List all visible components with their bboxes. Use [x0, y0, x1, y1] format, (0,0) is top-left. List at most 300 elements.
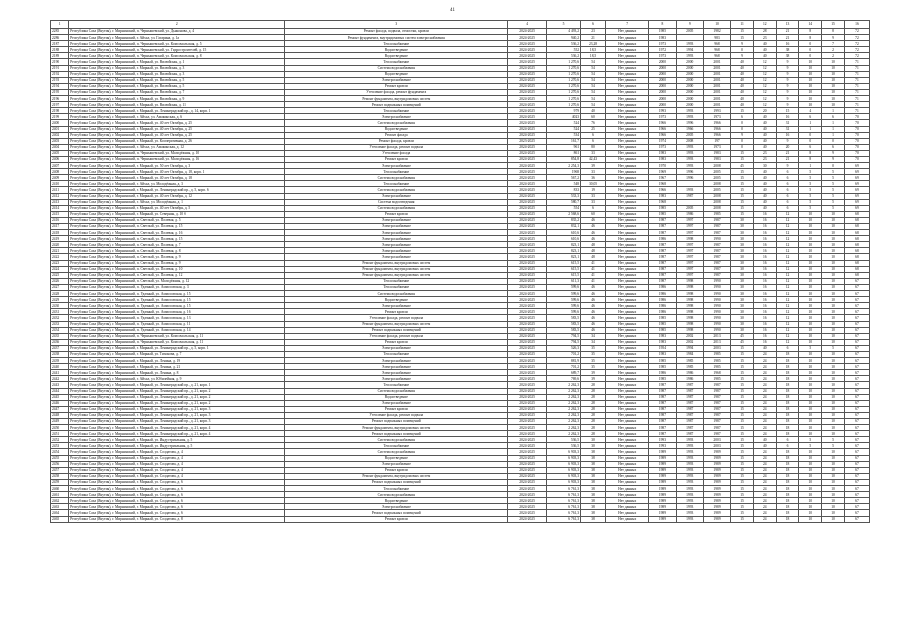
table-cell: Нет данных	[606, 144, 649, 150]
table-cell: 6 761,3	[546, 510, 580, 516]
table-cell: 12	[753, 71, 776, 77]
table-cell: 1987	[649, 230, 676, 236]
table-cell: 28	[581, 406, 606, 412]
table-cell: 67	[844, 510, 869, 516]
table-cell: Ремонт подвальных помещений	[285, 327, 508, 333]
table-cell: 2000	[676, 71, 703, 77]
table-cell: Водоотведение	[285, 47, 508, 53]
table-cell: 12	[776, 254, 799, 260]
table-cell: 38	[581, 449, 606, 455]
table-cell: 1985	[649, 321, 676, 327]
table-cell: Электроснабжение	[285, 193, 508, 199]
table-cell: 9	[776, 71, 799, 77]
table-cell: 2024-2025	[508, 35, 547, 41]
table-cell: 1993	[676, 516, 703, 522]
table-cell: 72	[844, 41, 869, 47]
table-cell: Нет данных	[606, 65, 649, 71]
table-cell: 10	[822, 339, 845, 345]
table-cell: 2024-2025	[508, 89, 547, 95]
table-cell: 6	[822, 144, 845, 150]
table-cell: 833	[546, 187, 580, 193]
table-cell: Нет данных	[606, 260, 649, 266]
table-cell: 16	[753, 321, 776, 327]
table-cell: 33	[581, 169, 606, 175]
table-cell: 40	[753, 437, 776, 443]
table-cell: 68	[844, 260, 869, 266]
table-cell: 67	[844, 358, 869, 364]
table-cell: 968	[703, 41, 730, 47]
table-cell: Ремонт кровли	[285, 406, 508, 412]
table-cell: 5	[822, 187, 845, 193]
table-cell: 40	[753, 132, 776, 138]
table-cell: 1	[822, 126, 845, 132]
table-cell: 18	[776, 461, 799, 467]
table-cell: 24	[753, 431, 776, 437]
table-cell: 12	[776, 272, 799, 278]
table-cell: 2 568,6	[546, 211, 580, 217]
table-cell: 24	[753, 351, 776, 357]
table-cell: Республика Саха (Якутия), г. Мирнинский, г. Мирный, ул. Ленинградский пр., д. 21, корп. 3	[69, 412, 285, 418]
table-cell: Нет данных	[606, 455, 649, 461]
table-cell: 16	[776, 132, 799, 138]
table-cell: 2428	[51, 291, 69, 297]
table-cell: 71	[844, 102, 869, 108]
table-cell: 12	[776, 309, 799, 315]
table-cell: 10	[822, 297, 845, 303]
table-cell: 2005	[676, 132, 703, 138]
table-cell: 6 761,3	[546, 498, 580, 504]
table-cell: 1998	[676, 284, 703, 290]
table-cell: 1990	[703, 284, 730, 290]
table-cell: 6	[822, 114, 845, 120]
table-cell: 46	[581, 284, 606, 290]
table-cell: 2420	[51, 242, 69, 248]
table-cell: 67	[844, 309, 869, 315]
table-cell: 80	[581, 144, 606, 150]
table-cell: 15	[731, 156, 754, 162]
table-cell: Электроснабжение	[285, 163, 508, 169]
table-cell: 10	[799, 59, 822, 65]
table-cell: 2432	[51, 315, 69, 321]
table-cell: 8	[799, 156, 822, 162]
table-cell: Ремонт подвальных помещений	[285, 510, 508, 516]
table-cell: 30	[731, 309, 754, 315]
table-cell: 1983	[649, 150, 676, 156]
table-cell: Нет данных	[606, 114, 649, 120]
table-cell: 2024-2025	[508, 77, 547, 83]
table-cell: 15	[731, 437, 754, 443]
table-cell: 35	[581, 345, 606, 351]
table-cell: 7	[822, 41, 845, 47]
column-header: 11	[731, 21, 754, 29]
table-cell: 4 493,2	[546, 29, 580, 35]
table-cell: 30	[731, 291, 754, 297]
table-cell: 16	[753, 315, 776, 321]
table-cell: Система водоснабжения	[285, 449, 508, 455]
table-cell: 45	[731, 339, 754, 345]
table-cell: 31	[776, 126, 799, 132]
table-cell: 24	[753, 492, 776, 498]
table-cell: 6	[776, 193, 799, 199]
table-cell: 979	[546, 108, 580, 114]
table-cell: 34	[581, 333, 606, 339]
table-cell: 24	[753, 382, 776, 388]
table-cell: 2024-2025	[508, 144, 547, 150]
table-cell: 5	[822, 205, 845, 211]
table-cell: 0	[731, 120, 754, 126]
table-cell: Нет данных	[606, 272, 649, 278]
table-cell: 1987	[676, 431, 703, 437]
table-cell: 2434	[51, 327, 69, 333]
table-cell: 2423	[51, 260, 69, 266]
table-cell: 1985	[703, 358, 730, 364]
table-cell: 67	[844, 284, 869, 290]
table-cell: 15	[731, 29, 754, 35]
table-cell: 18	[776, 431, 799, 437]
table-cell: 67	[844, 492, 869, 498]
table-cell: Республика Саха (Якутия), г. Мирнинский, п. Чернышевский, ул. Гидростроителей, д. 15	[69, 47, 285, 53]
table-cell: 24	[753, 455, 776, 461]
table-cell: Нет данных	[606, 29, 649, 35]
table-cell: 1987	[649, 248, 676, 254]
table-cell: 30	[731, 248, 754, 254]
table-cell: 6	[776, 175, 799, 181]
table-cell: 15	[731, 449, 754, 455]
table-cell: Республика Саха (Якутия), г. Мирнинский, г. Мирный, ул. 40 лет Октября, д. 25	[69, 132, 285, 138]
table-cell: 1993	[676, 461, 703, 467]
table-cell: 2427	[51, 284, 69, 290]
table-cell: 1997	[676, 242, 703, 248]
table-cell: 2024-2025	[508, 278, 547, 284]
table-cell: 1987	[676, 425, 703, 431]
table-cell: 2416	[51, 217, 69, 223]
table-cell: 1997	[676, 248, 703, 254]
table-cell: 2000	[676, 59, 703, 65]
table-cell: 2	[822, 47, 845, 53]
table-cell: Республика Саха (Якутия), г. Мирнинский, п. Чернышевский, ул. Дьяконова, д. 4	[69, 29, 285, 35]
table-cell: 10	[822, 272, 845, 278]
table-cell: 2024-2025	[508, 217, 547, 223]
table-cell: Республика Саха (Якутия), г. Мирнинский, г. Мирный, ул. Ленина, д. 19	[69, 358, 285, 364]
table-cell: 5	[799, 443, 822, 449]
table-cell: 2196	[51, 96, 69, 102]
table-cell: 1996	[676, 120, 703, 126]
table-cell: 54	[581, 65, 606, 71]
table-cell: Нет данных	[606, 419, 649, 425]
table-cell: 16	[753, 333, 776, 339]
table-cell: 40	[753, 47, 776, 53]
table-cell: 961	[546, 144, 580, 150]
table-cell: 23	[753, 150, 776, 156]
table-cell: 2414	[51, 205, 69, 211]
table-cell: 10	[822, 449, 845, 455]
table-cell: 1989	[649, 498, 676, 504]
table-cell: 536,5	[546, 443, 580, 449]
table-cell: 5	[799, 345, 822, 351]
table-cell: 2450	[51, 425, 69, 431]
table-cell: Нет данных	[606, 120, 649, 126]
table-cell: Республика Саха (Якутия), г. Мирнинский, п. Светлый, ул. Полевая, д. 5	[69, 217, 285, 223]
table-cell: Ремонт фундамента, внутридомовых систем	[285, 272, 508, 278]
table-cell: 30	[731, 266, 754, 272]
table-cell: 23	[581, 29, 606, 35]
table-cell: 2000	[649, 59, 676, 65]
table-cell: Республика Саха (Якутия), г. Мирнинский, п. Светлый, ул. Полевая, д. 10	[69, 266, 285, 272]
table-cell: Нет данных	[606, 83, 649, 89]
table-cell: 15	[731, 35, 754, 41]
table-cell: 24	[753, 406, 776, 412]
table-cell: 534	[546, 132, 580, 138]
table-cell: Нет данных	[606, 175, 649, 181]
table-cell: Ремонт кровли	[285, 156, 508, 162]
table-cell: 2003	[703, 443, 730, 449]
table-cell: 68	[844, 236, 869, 242]
table-cell: 67	[844, 461, 869, 467]
table-cell: 67	[844, 339, 869, 345]
table-cell: 1969	[649, 169, 676, 175]
table-cell: 24	[753, 473, 776, 479]
table-cell: 2024-2025	[508, 96, 547, 102]
table-cell: 2024-2025	[508, 254, 547, 260]
table-cell: 24	[753, 419, 776, 425]
table-cell: 40	[731, 96, 754, 102]
table-cell: 1983	[649, 339, 676, 345]
table-cell: 794,5	[546, 339, 580, 345]
table-cell: 1	[822, 120, 845, 126]
table-cell: 12	[776, 278, 799, 284]
table-cell: Нет данных	[606, 224, 649, 230]
table-cell: 1987	[676, 382, 703, 388]
table-cell: 10	[822, 406, 845, 412]
table-cell: 2404	[51, 144, 69, 150]
table-cell: 2008	[676, 138, 703, 144]
table-cell: 1993	[703, 108, 730, 114]
table-cell: 6 903,3	[546, 461, 580, 467]
table-cell: 1989	[703, 473, 730, 479]
table-cell: 10	[799, 211, 822, 217]
table-cell: 30	[731, 260, 754, 266]
table-cell: 2409	[51, 175, 69, 181]
table-cell: 1987	[703, 382, 730, 388]
table-cell: 1987	[703, 406, 730, 412]
table-cell: 10	[799, 479, 822, 485]
table-cell: 6	[731, 114, 754, 120]
table-cell: 2024-2025	[508, 449, 547, 455]
table-cell: 2001	[703, 102, 730, 108]
table-cell: 2001	[703, 77, 730, 83]
table-cell: Республика Саха (Якутия), г. Мирнинский, г. Мирный, ул. Вилюйская, д. 5	[69, 77, 285, 83]
table-cell: Республика Саха (Якутия), г. Мирнинский, г. Айхал, ул. Гагарина, д. 1а	[69, 35, 285, 41]
table-cell: 1987	[649, 217, 676, 223]
table-cell: 15	[731, 461, 754, 467]
table-cell: 1989	[703, 486, 730, 492]
table-cell: 1990	[703, 236, 730, 242]
table-cell: 15	[731, 108, 754, 114]
table-cell: 2462	[51, 498, 69, 504]
table-cell: Нет данных	[606, 89, 649, 95]
table-cell: Ремонт фасада, подвала, отмостки, кровли	[285, 29, 508, 35]
table-cell: 1985	[703, 376, 730, 382]
table-cell: 2444	[51, 388, 69, 394]
table-cell: 15	[731, 443, 754, 449]
table-cell: 1973	[703, 144, 730, 150]
table-cell: 6 761,3	[546, 516, 580, 522]
table-cell: 10	[822, 242, 845, 248]
table-cell: 10	[822, 224, 845, 230]
table-cell: 67	[844, 376, 869, 382]
table-cell: 2024-2025	[508, 486, 547, 492]
table-cell: 67	[844, 437, 869, 443]
table-cell: 5	[799, 175, 822, 181]
table-cell: Нет данных	[606, 291, 649, 297]
table-cell: 40	[753, 169, 776, 175]
table-cell: Республика Саха (Якутия), г. Мирнинский, г. Мирный, ул. Солдатова, д. 4	[69, 461, 285, 467]
table-cell: Республика Саха (Якутия), г. Мирнинский, п. Светлый, ул. Полевая, д. 8	[69, 248, 285, 254]
table-cell: 1987	[703, 224, 730, 230]
table-cell: 1973	[703, 114, 730, 120]
table-cell: Утепление фасада, ремонт подвала	[285, 315, 508, 321]
table-cell: 36	[581, 175, 606, 181]
table-cell: 2286	[51, 35, 69, 41]
table-cell: 1985	[649, 211, 676, 217]
table-row	[51, 516, 870, 522]
table-cell: 16	[753, 303, 776, 309]
table-cell: 15	[731, 467, 754, 473]
table-cell: 1993	[676, 163, 703, 169]
table-cell: Нет данных	[606, 394, 649, 400]
table-cell: Электроснабжение	[285, 376, 508, 382]
table-cell: 24	[753, 425, 776, 431]
table-cell: 40	[753, 175, 776, 181]
table-cell: 599,6	[546, 284, 580, 290]
table-cell: 24	[753, 516, 776, 522]
table-cell: Нет данных	[606, 486, 649, 492]
table-cell: Республика Саха (Якутия), г. Мирнинский, г. Мирный, ул. 40 лет Октября, д. 5	[69, 205, 285, 211]
table-cell: 1993	[676, 156, 703, 162]
table-cell: Водоотведение	[285, 297, 508, 303]
table-cell: 1989	[649, 467, 676, 473]
table-cell: Республика Саха (Якутия), г. Мирнинский, г. Мирный, ул. 40 лет Октября, д. 25	[69, 126, 285, 132]
table-cell: 9	[822, 150, 845, 156]
table-cell: 2024-2025	[508, 108, 547, 114]
table-cell: Ремонт фундамента, внутридомовых систем электроснабжения	[285, 35, 508, 41]
table-cell: 2024-2025	[508, 425, 547, 431]
table-cell: 38	[581, 510, 606, 516]
table-cell: Ремонт кровли	[285, 83, 508, 89]
table-cell: 1987	[676, 193, 703, 199]
table-cell: 71	[844, 71, 869, 77]
table-cell: 15	[731, 400, 754, 406]
table-cell: 28	[581, 400, 606, 406]
table-cell: 18	[776, 449, 799, 455]
table-cell: 1966	[649, 187, 676, 193]
table-cell: Республика Саха (Якутия), г. Мирнинский, п. Удачный, ул. Аммосовская, д. 3	[69, 284, 285, 290]
table-cell: 1985	[649, 327, 676, 333]
table-cell: 2445	[51, 394, 69, 400]
table-cell: 823,1	[546, 254, 580, 260]
table-cell: 2024-2025	[508, 187, 547, 193]
table-cell: 10	[799, 394, 822, 400]
table-cell: Нет данных	[606, 284, 649, 290]
table-cell: Электроснабжение	[285, 114, 508, 120]
table-cell: Теплоснабжение	[285, 108, 508, 114]
table-cell: Республика Саха (Якутия), г. Мирнинский, г. Айхал, ул. Юбилейная, д. 9	[69, 376, 285, 382]
table-cell: 54	[581, 102, 606, 108]
table-cell: 70	[844, 144, 869, 150]
table-cell: 2024-2025	[508, 498, 547, 504]
table-cell: 10	[822, 303, 845, 309]
table-cell: Республика Саха (Якутия), г. Мирнинский, п. Чернышевский, ул. Комсомольская, д. 5	[69, 41, 285, 47]
table-cell: Нет данных	[606, 71, 649, 77]
table-cell: Теплоснабжение	[285, 169, 508, 175]
table-cell: 1966	[703, 126, 730, 132]
table-cell: Республика Саха (Якутия), г. Мирнинский, п. Светлый, ул. Полевая, д. 15	[69, 224, 285, 230]
table-cell: 197	[703, 138, 730, 144]
table-cell: 1993	[676, 504, 703, 510]
table-cell: 2024-2025	[508, 102, 547, 108]
table-cell: Республика Саха (Якутия), г. Мирнинский, г. Мирный, ул. Ленинградский пр., д. 21, корп. 2	[69, 388, 285, 394]
table-cell: 1989	[703, 492, 730, 498]
table-cell: 2024-2025	[508, 358, 547, 364]
table-cell: 1986	[649, 370, 676, 376]
table-cell: 18	[776, 419, 799, 425]
table-cell: 1987	[649, 260, 676, 266]
table-cell: Республика Саха (Якутия), г. Мирнинский, г. Мирный, ул. Ленинградский пр., д. 21, корп. 3	[69, 406, 285, 412]
table-cell: 69	[844, 199, 869, 205]
table-cell: Нет данных	[606, 205, 649, 211]
column-header: 14	[799, 21, 822, 29]
table-cell: 10	[822, 327, 845, 333]
table-cell: Республика Саха (Якутия), г. Мирнинский, г. Мирный, ул. Солдатова, д. 4	[69, 455, 285, 461]
table-cell: 2000	[649, 96, 676, 102]
table-cell: 10	[822, 425, 845, 431]
table-cell: 2024-2025	[508, 242, 547, 248]
table-cell: 2187	[51, 41, 69, 47]
table-cell: 46	[581, 297, 606, 303]
table-cell: 2005	[703, 187, 730, 193]
table-cell: Республика Саха (Якутия), г. Мирнинский, г. Мирный, ул. 40 лет Октября, д. 18	[69, 175, 285, 181]
table-cell: Нет данных	[606, 412, 649, 418]
table-cell: 2024-2025	[508, 272, 547, 278]
table-cell: Республика Саха (Якутия), г. Мирнинский, п. Светлый, ул. Молодёжная, д. 12	[69, 278, 285, 284]
table-cell: 1998	[676, 291, 703, 297]
table-cell: 10	[799, 510, 822, 516]
table-cell: 2000	[649, 77, 676, 83]
table-cell: 12	[753, 65, 776, 71]
table-cell: Нет данных	[606, 364, 649, 370]
table-cell: 38	[581, 486, 606, 492]
table-cell: Нет данных	[606, 351, 649, 357]
table-cell: 1985	[703, 364, 730, 370]
table-cell: Теплоснабжение	[285, 443, 508, 449]
table-cell: 15	[731, 406, 754, 412]
table-cell: 2 262,3	[546, 412, 580, 418]
table-cell: 1987	[649, 394, 676, 400]
table-cell: 2000	[649, 89, 676, 95]
table-cell: 10	[799, 309, 822, 315]
table-cell: 40	[753, 193, 776, 199]
table-cell: 41	[581, 260, 606, 266]
page-number: 41	[450, 8, 455, 13]
table-cell: 2024-2025	[508, 339, 547, 345]
table-cell: 1985	[649, 29, 676, 35]
table-cell: 24	[753, 364, 776, 370]
table-cell: Электроснабжение	[285, 370, 508, 376]
table-cell: Республика Саха (Якутия), г. Мирнинский, г. Айхал, ул. Молодёжная, д. 3	[69, 181, 285, 187]
table-cell: 8	[799, 150, 822, 156]
table-cell: 15	[731, 370, 754, 376]
table-cell: 6 761,3	[546, 486, 580, 492]
